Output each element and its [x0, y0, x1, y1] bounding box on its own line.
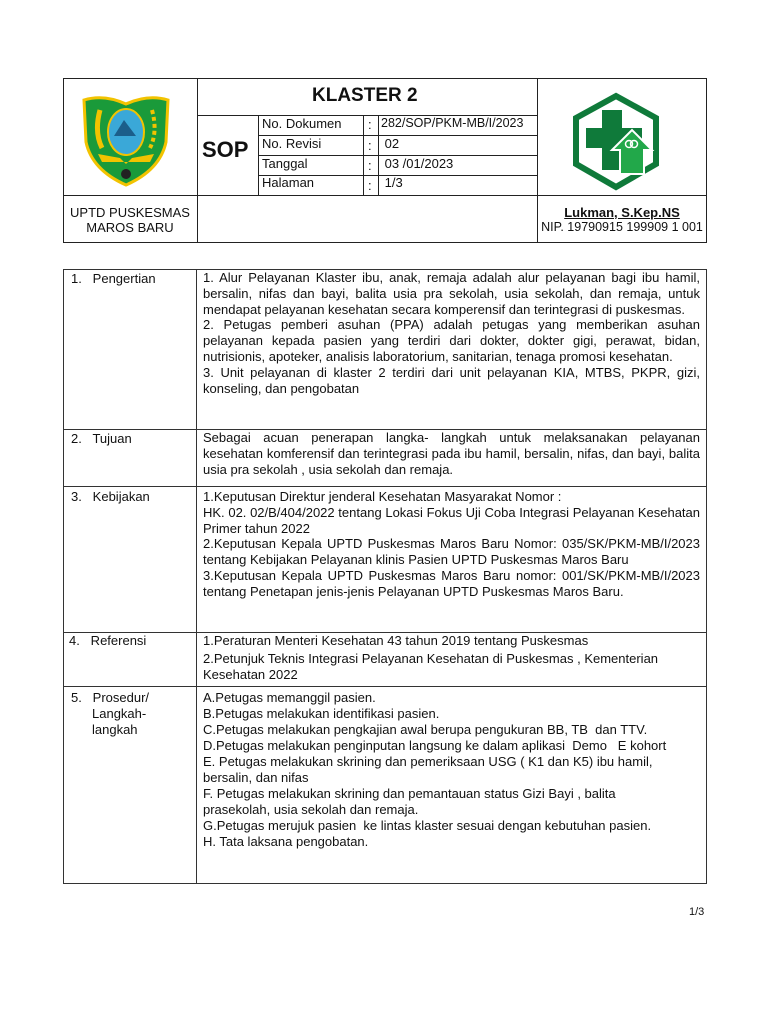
signer-block — [537, 205, 707, 235]
section-label-line: Langkah- — [92, 706, 147, 721]
paragraph: 2. Petugas pemberi asuhan (PPA) adalah petugas yang memberikan asuhan pelayanan kepada pasien yang terdiri dari dokter, dokter gigi, perawat, bidan, nutrisionis, apoteker, analisis laboratorium, sanitarian, tenaga promosi kesehatan. — [203, 317, 700, 364]
organization-name — [63, 205, 197, 235]
procedure-step: A.Petugas memanggil pasien. — [203, 690, 376, 705]
field-colon: : — [368, 178, 372, 193]
procedure-step: G.Petugas merujuk pasien ke lintas klaster sesuai dengan kebutuhan pasien. — [203, 818, 652, 833]
paragraph: 1. Alur Pelayanan Klaster ibu, anak, remaja adalah alur pelayanan bagi ibu hamil, bersalin, nifas dan bayi, balita usia pra sekolah, usia sekolah, dan remaja, untuk mendapat pelayanan kesehatan secara komperensif dan terintegrasi di puskesmas. — [203, 270, 700, 317]
org-line-2: MAROS BARU — [86, 220, 174, 235]
paragraph: Sebagai acuan penerapan langka- langkah untuk melaksanakan pelayanan kesehatan komferensif dan terintegrasi pada ibu hamil, bersalin, nifas, dan bayi, balita usia pra sekolah , usia sekolah dan remaja. — [203, 430, 700, 477]
section-label-line: langkah — [92, 722, 138, 737]
field-label: Halaman — [262, 175, 315, 190]
signer-name: Lukman, S.Kep.NS — [564, 205, 680, 220]
section-content-cell — [196, 269, 707, 430]
section-content-cell — [196, 486, 707, 633]
section-label: 2. Tujuan — [71, 431, 132, 446]
procedure-step: E. Petugas melakukan skrining dan pemeriksaan USG ( K1 dan K5) ibu hamil, bersalin, dan nifas — [203, 754, 653, 785]
procedure-step: F. Petugas melakukan skrining dan pemantauan status Gizi Bayi , balita prasekolah, usia sekolah dan remaja. — [203, 786, 616, 817]
section-label: 3. Kebijakan — [71, 489, 150, 504]
document-number: 282/SOP/PKM-MB/I/2023 — [381, 116, 524, 130]
section-content-cell — [196, 632, 707, 687]
divider — [197, 78, 198, 243]
procedure-step: B.Petugas melakukan identifikasi pasien. — [203, 706, 440, 721]
section-label-cell — [63, 429, 197, 487]
procedure-step: H. Tata laksana pengobatan. — [203, 834, 369, 849]
section-label: 5. Prosedur/ — [71, 690, 150, 705]
page-number: 1/3 — [689, 906, 705, 918]
signer-nip: NIP. 19790915 199909 1 001 — [541, 220, 703, 234]
org-line-1: UPTD PUSKESMAS — [70, 205, 190, 220]
paragraph: 1.Keputusan Direktur jenderal Kesehatan Masyarakat Nomor : — [203, 489, 562, 504]
field-label: No. Dokumen — [262, 116, 342, 131]
document-title: KLASTER 2 — [312, 85, 418, 106]
paragraph: 3. Unit pelayanan di klaster 2 terdiri dari unit pelayanan KIA, MTBS, PKPR, gizi, konseling, dan pengobatan — [203, 364, 700, 396]
section-label-cell — [63, 632, 197, 687]
section-label-cell — [63, 686, 197, 884]
section-content-cell — [196, 429, 707, 487]
puskesmas-logo — [568, 92, 664, 192]
field-label: Tanggal — [262, 156, 308, 171]
revision-number: 02 — [381, 136, 400, 151]
procedure-step: C.Petugas melakukan pengkajian awal berupa pengukuran BB, TB dan TTV. — [203, 722, 648, 737]
field-label: No. Revisi — [262, 136, 322, 151]
paragraph: HK. 02. 02/B/404/2022 tentang Lokasi Fokus Uji Coba Integrasi Pelayanan Kesehatan Primer tahun 2022 — [203, 504, 700, 536]
maros-regency-logo — [80, 92, 172, 188]
section-label: 1. Pengertian — [71, 271, 156, 286]
field-colon: : — [368, 138, 372, 153]
section-content-cell — [196, 686, 707, 884]
field-colon: : — [368, 117, 372, 132]
paragraph: 3.Keputusan Kepala UPTD Puskesmas Maros Baru nomor: 001/SK/PKM-MB/I/2023 tentang Penetapan jenis-jenis Pelayanan UPTD Puskesmas Maros Baru. — [203, 567, 700, 599]
procedure-step: D.Petugas melakukan penginputan langsung ke dalam aplikasi Demo E kohort — [203, 738, 667, 753]
paragraph: 2.Keputusan Kepala UPTD Puskesmas Maros Baru Nomor: 035/SK/PKM-MB/I/2023 tentang Kebijakan Pelayanan klinis Pasien UPTD Puskesmas Maros Baru — [203, 536, 700, 568]
document-date: 03 /01/2023 — [381, 156, 454, 171]
paragraph: 2.Petunjuk Teknis Integrasi Pelayanan Kesehatan di Puskesmas , Kementerian Kesehatan 2022 — [203, 650, 659, 682]
section-label-cell — [63, 269, 197, 430]
field-colon: : — [368, 158, 372, 173]
section-label: 4. Referensi — [69, 633, 147, 648]
section-label-cell — [63, 486, 197, 633]
page-info: 1/3 — [381, 175, 403, 190]
sop-label: SOP — [202, 137, 249, 162]
paragraph: 1.Peraturan Menteri Kesehatan 43 tahun 2019 tentang Puskesmas — [203, 633, 589, 648]
divider — [63, 195, 707, 196]
